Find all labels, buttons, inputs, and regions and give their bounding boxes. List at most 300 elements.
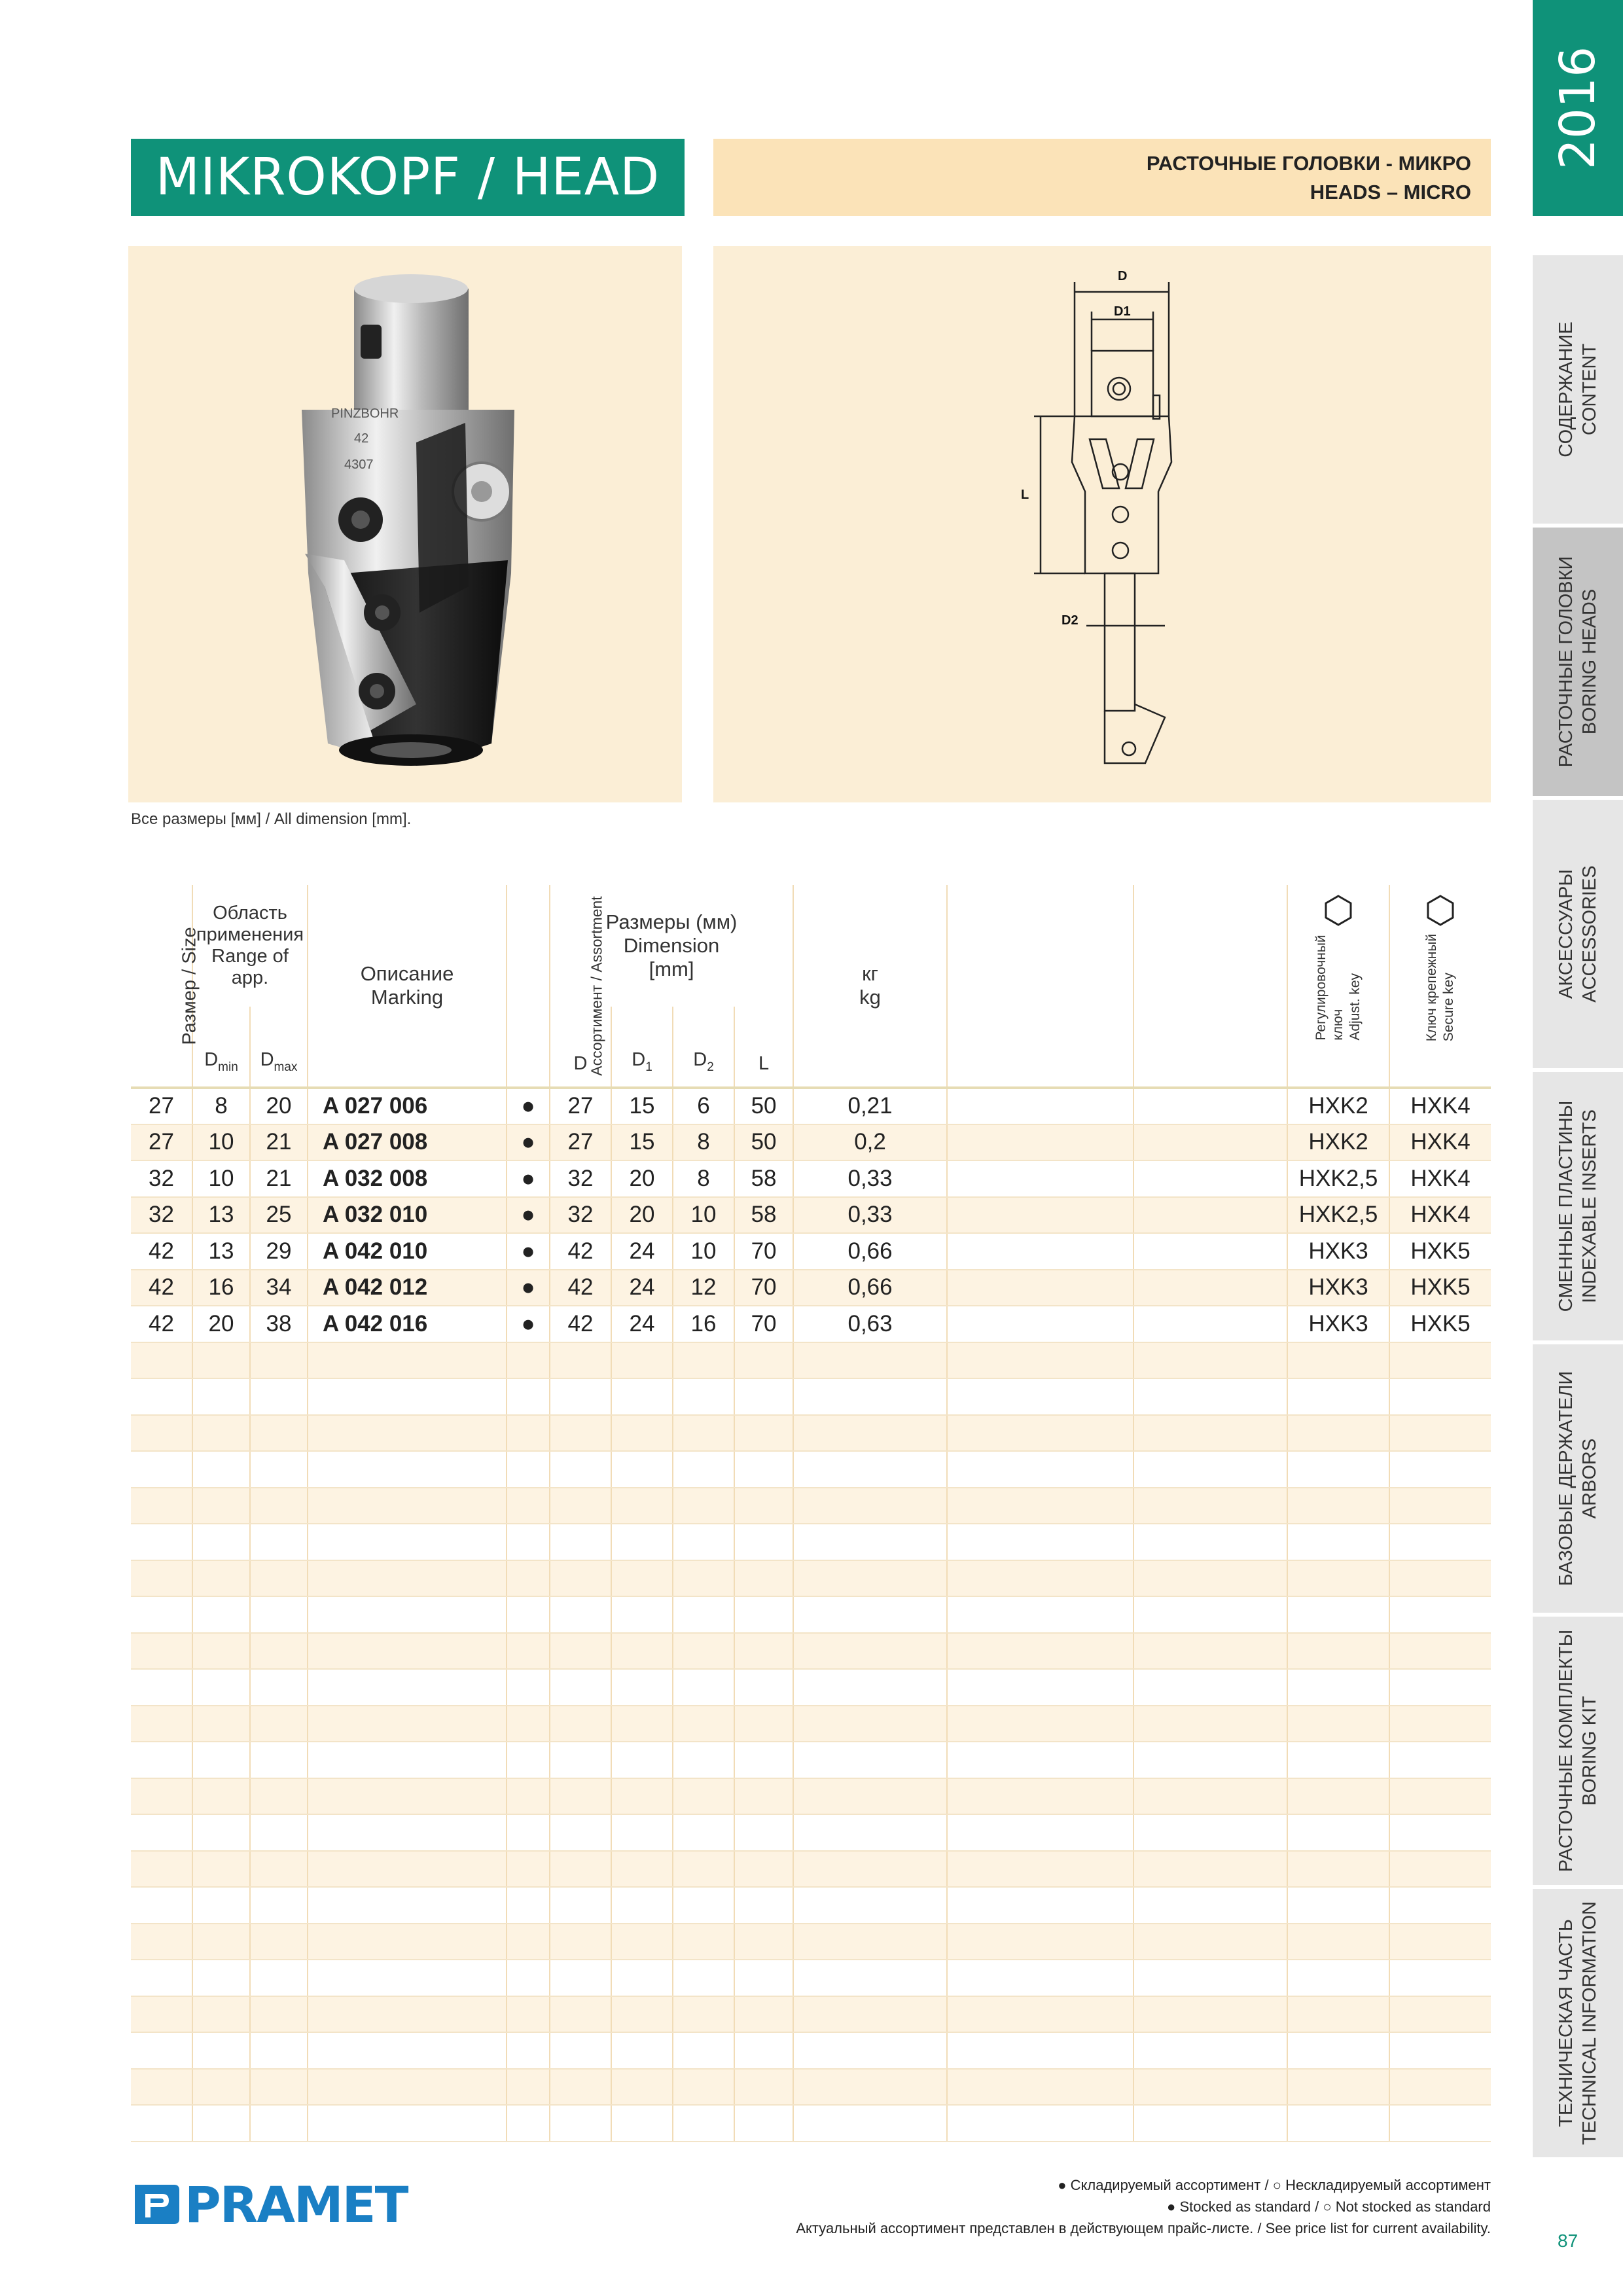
cell-empty	[1133, 2105, 1287, 2142]
cell-size	[131, 1342, 192, 1379]
cell-sec	[1389, 1451, 1491, 1488]
cell-empty	[947, 1378, 1133, 1415]
header-d1: $D_1$	[611, 1007, 673, 1088]
cell-sec	[1389, 1706, 1491, 1742]
cell-d1: 20	[611, 1160, 673, 1197]
cell-marking	[308, 1887, 507, 1924]
cell-dmin	[192, 1560, 250, 1597]
cell-dmax	[250, 1887, 308, 1924]
cell-kg	[793, 1451, 947, 1488]
cell-empty	[947, 1851, 1133, 1888]
empty-table-row	[131, 1560, 1491, 1597]
cell-d1	[611, 2069, 673, 2106]
cell-l	[734, 2105, 793, 2142]
cell-marking	[308, 2105, 507, 2142]
cell-adj	[1287, 1524, 1389, 1560]
cell-d1	[611, 1996, 673, 2033]
cell-sec	[1389, 1887, 1491, 1924]
cell-adj	[1287, 1960, 1389, 1996]
cell-d	[550, 1814, 611, 1851]
cell-l	[734, 1960, 793, 1996]
cell-marking	[308, 1342, 507, 1379]
cell-d	[550, 2069, 611, 2106]
cell-adj: HXK3	[1287, 1233, 1389, 1270]
cell-empty	[1133, 1960, 1287, 1996]
cell-d1	[611, 1924, 673, 1960]
cell-d1	[611, 1778, 673, 1815]
cell-d1: 24	[611, 1270, 673, 1306]
cell-empty	[1133, 1669, 1287, 1706]
header-empty-2	[1133, 885, 1287, 1088]
cell-adj	[1287, 2069, 1389, 2106]
cell-d2	[673, 1560, 734, 1597]
cell-adj	[1287, 1706, 1389, 1742]
cell-marking	[308, 1851, 507, 1888]
cell-dmin	[192, 1488, 250, 1524]
product-photo	[128, 246, 682, 802]
cell-d2	[673, 2105, 734, 2142]
cell-size: 32	[131, 1197, 192, 1234]
header-marking: Описание Marking	[308, 885, 507, 1088]
cell-empty	[1133, 1415, 1287, 1452]
cell-kg	[793, 2032, 947, 2069]
cell-d	[550, 1669, 611, 1706]
cell-sec	[1389, 1996, 1491, 2033]
cell-size	[131, 1814, 192, 1851]
cell-dmin	[192, 1706, 250, 1742]
cell-kg: 0,33	[793, 1160, 947, 1197]
header-empty-1	[947, 885, 1133, 1088]
cell-dmax	[250, 1742, 308, 1778]
cell-assort: ●	[507, 1233, 550, 1270]
cell-d	[550, 1596, 611, 1633]
cell-empty	[1133, 1378, 1287, 1415]
engraving-line-2: 42	[354, 431, 369, 446]
empty-table-row	[131, 1924, 1491, 1960]
cell-empty	[947, 1778, 1133, 1815]
cell-sec: HXK5	[1389, 1270, 1491, 1306]
empty-table-row	[131, 1488, 1491, 1524]
cell-adj	[1287, 1669, 1389, 1706]
cell-d2: 6	[673, 1088, 734, 1124]
cell-assort	[507, 1706, 550, 1742]
tab-label-en: ARBORS	[1579, 1438, 1600, 1519]
cell-d1: 15	[611, 1088, 673, 1124]
cell-marking	[308, 1596, 507, 1633]
cell-empty	[947, 1596, 1133, 1633]
cell-d	[550, 1960, 611, 1996]
cell-assort	[507, 1960, 550, 1996]
label-d: D	[1118, 269, 1128, 283]
cell-d2	[673, 1596, 734, 1633]
cell-l	[734, 1887, 793, 1924]
cell-empty	[1133, 2069, 1287, 2106]
tab-label-en: INDEXABLE INSERTS	[1579, 1109, 1600, 1304]
cell-sec	[1389, 1633, 1491, 1670]
cell-marking	[308, 2069, 507, 2106]
cell-assort	[507, 1851, 550, 1888]
cell-l	[734, 1669, 793, 1706]
cell-dmax	[250, 1415, 308, 1452]
cell-dmax	[250, 2032, 308, 2069]
cell-dmax	[250, 1488, 308, 1524]
cell-adj	[1287, 1633, 1389, 1670]
cell-kg	[793, 1560, 947, 1597]
cell-dmin	[192, 1596, 250, 1633]
cell-kg	[793, 1524, 947, 1560]
cell-kg	[793, 1851, 947, 1888]
cell-d2	[673, 1706, 734, 1742]
cell-marking: A 032 008	[308, 1160, 507, 1197]
cell-kg	[793, 1706, 947, 1742]
cell-empty	[1133, 1778, 1287, 1815]
cell-empty	[947, 1524, 1133, 1560]
cell-empty	[947, 1814, 1133, 1851]
tab-indexable-inserts[interactable]	[1533, 1068, 1623, 1340]
cell-dmin	[192, 1742, 250, 1778]
cell-empty	[1133, 1160, 1287, 1197]
empty-table-row	[131, 1706, 1491, 1742]
cell-l: 58	[734, 1160, 793, 1197]
cell-size	[131, 1996, 192, 2033]
legend-en: ● Stocked as standard / ○ Not stocked as standard	[1167, 2198, 1491, 2215]
empty-table-row	[131, 2069, 1491, 2106]
cell-kg: 0,2	[793, 1124, 947, 1161]
cell-marking	[308, 1524, 507, 1560]
cell-l	[734, 1596, 793, 1633]
cell-empty	[1133, 1270, 1287, 1306]
cell-size	[131, 1451, 192, 1488]
empty-table-row	[131, 1451, 1491, 1488]
cell-d1: 24	[611, 1306, 673, 1342]
cell-dmin: 10	[192, 1160, 250, 1197]
cell-l	[734, 2069, 793, 2106]
boring-head-illustration	[128, 246, 682, 802]
table-row	[131, 1197, 1491, 1234]
cell-d1	[611, 1524, 673, 1560]
cell-d: 27	[550, 1124, 611, 1161]
table-row	[131, 1306, 1491, 1342]
cell-empty	[1133, 1742, 1287, 1778]
cell-marking	[308, 1960, 507, 1996]
table-row	[131, 1124, 1491, 1161]
cell-assort	[507, 1415, 550, 1452]
cell-size	[131, 1488, 192, 1524]
cell-assort	[507, 1488, 550, 1524]
cell-marking	[308, 1415, 507, 1452]
cell-d2: 10	[673, 1233, 734, 1270]
cell-size: 32	[131, 1160, 192, 1197]
cell-marking: A 032 010	[308, 1197, 507, 1234]
cell-assort: ●	[507, 1088, 550, 1124]
cell-dmin	[192, 1415, 250, 1452]
cell-d1	[611, 2032, 673, 2069]
cell-dmax: 20	[250, 1088, 308, 1124]
cell-size	[131, 1560, 192, 1597]
cell-adj	[1287, 1814, 1389, 1851]
cell-sec: HXK5	[1389, 1233, 1491, 1270]
cell-d2	[673, 1960, 734, 1996]
cell-assort	[507, 1596, 550, 1633]
cell-kg: 0,63	[793, 1306, 947, 1342]
cell-d2: 8	[673, 1160, 734, 1197]
cell-kg	[793, 1778, 947, 1815]
cell-l	[734, 1742, 793, 1778]
empty-table-row	[131, 1596, 1491, 1633]
empty-table-row	[131, 2105, 1491, 2142]
cell-l	[734, 1415, 793, 1452]
cell-dmax: 34	[250, 1270, 308, 1306]
cell-kg	[793, 1960, 947, 1996]
tab-label-ru: АКСЕССУАРЫ	[1556, 869, 1577, 999]
cell-sec	[1389, 1596, 1491, 1633]
empty-table-row	[131, 1887, 1491, 1924]
cell-size	[131, 2032, 192, 2069]
cell-marking	[308, 1996, 507, 2033]
cell-size	[131, 1706, 192, 1742]
cell-l	[734, 1706, 793, 1742]
cell-empty	[947, 1233, 1133, 1270]
cell-d1	[611, 1488, 673, 1524]
cell-kg	[793, 1924, 947, 1960]
cell-d1	[611, 1706, 673, 1742]
cell-d	[550, 1342, 611, 1379]
cell-dmin	[192, 1851, 250, 1888]
cell-dmax	[250, 1669, 308, 1706]
cell-d	[550, 2032, 611, 2069]
cell-assort	[507, 1669, 550, 1706]
cell-sec	[1389, 2032, 1491, 2069]
engraving-line-1: PINZBOHR	[331, 406, 399, 421]
cell-d: 32	[550, 1197, 611, 1234]
cell-empty	[947, 1706, 1133, 1742]
cell-l: 70	[734, 1233, 793, 1270]
tab-accessories[interactable]	[1533, 796, 1623, 1068]
cell-d2	[673, 1524, 734, 1560]
subtitle-en: HEADS – MICRO	[1310, 181, 1471, 204]
cell-assort	[507, 1451, 550, 1488]
cell-l	[734, 1814, 793, 1851]
cell-dmin: 13	[192, 1197, 250, 1234]
tab-arbors[interactable]	[1533, 1340, 1623, 1613]
cell-empty	[1133, 1451, 1287, 1488]
cell-empty	[947, 1451, 1133, 1488]
cell-empty	[947, 1488, 1133, 1524]
cell-d1	[611, 1669, 673, 1706]
cell-sec	[1389, 1669, 1491, 1706]
cell-dmin	[192, 1778, 250, 1815]
cell-kg	[793, 1415, 947, 1452]
cell-d2	[673, 1887, 734, 1924]
cell-d2	[673, 1415, 734, 1452]
cell-dmax	[250, 1633, 308, 1670]
cell-assort: ●	[507, 1197, 550, 1234]
cell-kg	[793, 1633, 947, 1670]
header-d2: $D_2$	[673, 1007, 734, 1088]
hex-key-icon	[1424, 894, 1457, 927]
cell-marking	[308, 1706, 507, 1742]
cell-empty	[1133, 1706, 1287, 1742]
cell-marking	[308, 1451, 507, 1488]
empty-table-row	[131, 1415, 1491, 1452]
legend-ru: ● Складируемый ассортимент / ○ Нескладируемый ассортимент	[1058, 2177, 1491, 2193]
cell-assort	[507, 1887, 550, 1924]
cell-d	[550, 2105, 611, 2142]
tab-technical-information[interactable]	[1533, 1885, 1623, 2157]
cell-sec: HXK5	[1389, 1306, 1491, 1342]
cell-adj	[1287, 2105, 1389, 2142]
cell-dmax	[250, 1378, 308, 1415]
cell-adj	[1287, 2032, 1389, 2069]
cell-d: 42	[550, 1270, 611, 1306]
cell-kg	[793, 1887, 947, 1924]
cell-empty	[947, 2032, 1133, 2069]
cell-d	[550, 1851, 611, 1888]
cell-d	[550, 1488, 611, 1524]
cell-size	[131, 2069, 192, 2106]
cell-d	[550, 1706, 611, 1742]
cell-dmin: 8	[192, 1088, 250, 1124]
cell-sec: HXK4	[1389, 1088, 1491, 1124]
table-row	[131, 1160, 1491, 1197]
cell-assort	[507, 2105, 550, 2142]
cell-empty	[1133, 1814, 1287, 1851]
cell-adj: HXK2,5	[1287, 1197, 1389, 1234]
cell-d	[550, 1415, 611, 1452]
empty-table-row	[131, 1814, 1491, 1851]
empty-table-row	[131, 1996, 1491, 2033]
cell-kg	[793, 1742, 947, 1778]
cell-d1	[611, 1887, 673, 1924]
cell-sec	[1389, 1342, 1491, 1379]
cell-dmax: 21	[250, 1160, 308, 1197]
cell-dmax: 29	[250, 1233, 308, 1270]
cell-marking: A 042 012	[308, 1270, 507, 1306]
cell-dmin: 10	[192, 1124, 250, 1161]
cell-d	[550, 1451, 611, 1488]
tab-label-ru: ТЕХНИЧЕСКАЯ ЧАСТЬ	[1556, 1919, 1577, 2127]
cell-empty	[1133, 1124, 1287, 1161]
cell-sec	[1389, 1488, 1491, 1524]
cell-d1	[611, 1742, 673, 1778]
tab-content[interactable]	[1533, 251, 1623, 524]
cell-size	[131, 1851, 192, 1888]
cell-d	[550, 1633, 611, 1670]
cell-l	[734, 1451, 793, 1488]
cell-sec	[1389, 2069, 1491, 2106]
cell-d1: 20	[611, 1197, 673, 1234]
cell-dmin	[192, 1960, 250, 1996]
cell-l	[734, 1851, 793, 1888]
cell-marking	[308, 1742, 507, 1778]
legend-note: Актуальный ассортимент представлен в действующем прайс-листе. / See price list for current availability.	[796, 2220, 1491, 2236]
cell-size	[131, 1742, 192, 1778]
cell-adj	[1287, 1996, 1389, 2033]
cell-dmin: 13	[192, 1233, 250, 1270]
cell-sec	[1389, 1415, 1491, 1452]
cell-d	[550, 1996, 611, 2033]
cell-empty	[947, 1633, 1133, 1670]
header-size: Размер / Size	[131, 885, 192, 1088]
cell-marking	[308, 1669, 507, 1706]
header-weight: кг kg	[793, 885, 947, 1088]
cell-assort	[507, 1633, 550, 1670]
cell-assort	[507, 1996, 550, 2033]
tab-label-en: ACCESSORIES	[1579, 865, 1600, 1003]
cell-d2	[673, 1451, 734, 1488]
cell-d	[550, 1524, 611, 1560]
cell-l	[734, 1633, 793, 1670]
cell-size	[131, 1415, 192, 1452]
tab-boring-kit[interactable]	[1533, 1613, 1623, 1885]
cell-l	[734, 1778, 793, 1815]
cell-assort	[507, 1378, 550, 1415]
cell-empty	[1133, 1887, 1287, 1924]
cell-d2	[673, 1924, 734, 1960]
cell-kg: 0,66	[793, 1270, 947, 1306]
cell-l	[734, 1488, 793, 1524]
cell-sec: HXK4	[1389, 1160, 1491, 1197]
tab-boring-heads[interactable]	[1533, 524, 1623, 796]
cell-d	[550, 1560, 611, 1597]
cell-d2: 10	[673, 1197, 734, 1234]
empty-table-row	[131, 1669, 1491, 1706]
cell-kg	[793, 1378, 947, 1415]
cell-d2: 8	[673, 1124, 734, 1161]
cell-marking	[308, 1560, 507, 1597]
cell-dmax: 38	[250, 1306, 308, 1342]
cell-adj	[1287, 1378, 1389, 1415]
cell-assort	[507, 1342, 550, 1379]
cell-size	[131, 1524, 192, 1560]
cell-adj	[1287, 1778, 1389, 1815]
cell-size	[131, 2105, 192, 2142]
tab-label-ru: СМЕННЫЕ ПЛАСТИНЫ	[1556, 1100, 1577, 1312]
cell-d	[550, 1742, 611, 1778]
cell-assort	[507, 1814, 550, 1851]
cell-assort: ●	[507, 1306, 550, 1342]
cell-dmin	[192, 1814, 250, 1851]
cell-empty	[1133, 1306, 1287, 1342]
table-row	[131, 1088, 1491, 1124]
cell-d1	[611, 1960, 673, 1996]
cell-assort: ●	[507, 1160, 550, 1197]
cell-adj	[1287, 1887, 1389, 1924]
cell-empty	[1133, 2032, 1287, 2069]
cell-l	[734, 1378, 793, 1415]
cell-d2	[673, 1742, 734, 1778]
cell-d2	[673, 1342, 734, 1379]
cell-adj	[1287, 1488, 1389, 1524]
cell-kg	[793, 1596, 947, 1633]
cell-empty	[1133, 1851, 1287, 1888]
header-dmax: $D_{max}$	[250, 1007, 308, 1088]
cell-l	[734, 2032, 793, 2069]
cell-kg	[793, 1669, 947, 1706]
cell-size: 27	[131, 1124, 192, 1161]
tab-label-ru: РАСТОЧНЫЕ КОМПЛЕКТЫ	[1556, 1629, 1577, 1873]
cell-empty	[947, 1960, 1133, 1996]
cell-dmin	[192, 1669, 250, 1706]
cell-marking: A 042 010	[308, 1233, 507, 1270]
cell-d2	[673, 1488, 734, 1524]
cell-empty	[1133, 1596, 1287, 1633]
cell-assort	[507, 2032, 550, 2069]
cell-empty	[947, 2069, 1133, 2106]
cell-marking: A 027 006	[308, 1088, 507, 1124]
tab-label-en: BORING HEADS	[1579, 588, 1600, 735]
empty-table-row	[131, 1524, 1491, 1560]
